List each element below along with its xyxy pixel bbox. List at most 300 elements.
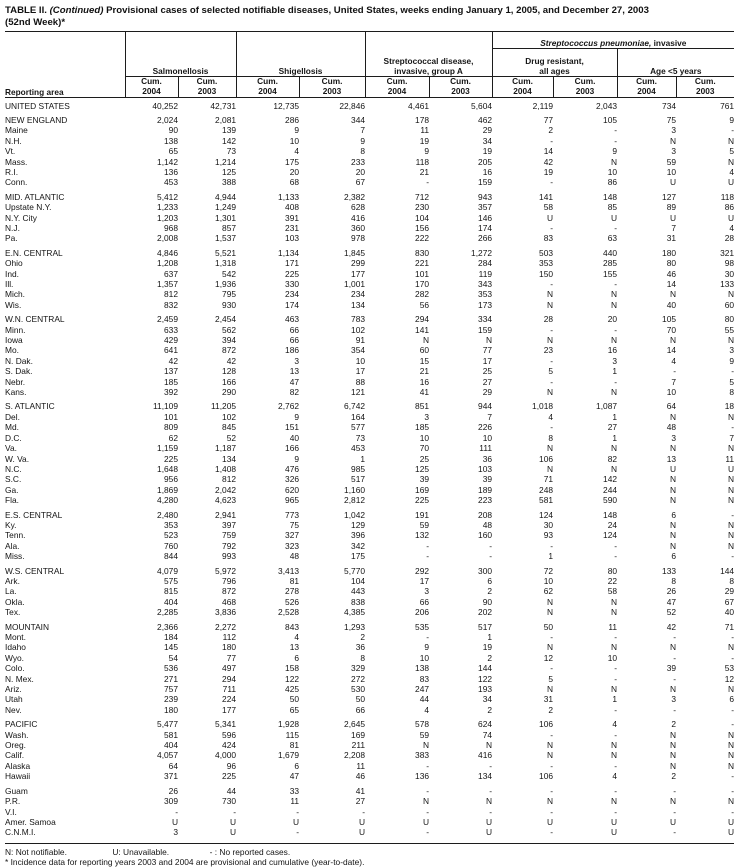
value-cell: 1,214 <box>215 156 237 167</box>
value-cell: 66 <box>419 596 430 607</box>
value-cell: 77 <box>226 652 237 663</box>
col-group-strep-a <box>365 32 492 77</box>
value-cell: 342 <box>351 540 366 551</box>
value-cell: 34 <box>482 135 493 146</box>
value-cell: 383 <box>415 750 430 761</box>
value-cell: 148 <box>603 509 618 520</box>
value-cell: N <box>669 519 677 530</box>
value-cell: N <box>669 474 677 485</box>
value-cell: 425 <box>285 684 300 695</box>
value-cell: N <box>546 289 554 300</box>
value-cell: N <box>669 729 677 740</box>
reporting-area-cell: Nev. <box>5 704 22 715</box>
value-cell: - <box>614 673 618 684</box>
value-cell: 22,846 <box>339 100 366 111</box>
value-cell: 3,413 <box>278 565 300 576</box>
value-cell: 39 <box>666 663 677 674</box>
value-cell: 29 <box>482 387 493 398</box>
table-row <box>5 464 734 474</box>
value-cell: 830 <box>415 247 430 258</box>
value-cell: 1,357 <box>157 279 178 289</box>
value-cell: 1,042 <box>344 509 366 520</box>
table-body <box>5 98 734 838</box>
value-cell: - <box>673 652 677 663</box>
value-cell: 121 <box>351 387 366 398</box>
reporting-area-cell: Del. <box>5 411 20 422</box>
value-cell: 70 <box>666 324 677 335</box>
value-cell: - <box>614 729 618 740</box>
value-cell: N <box>485 740 493 751</box>
value-cell: - <box>673 827 677 838</box>
value-cell: 14 <box>666 345 677 356</box>
reporting-area-cell: Amer. Samoa <box>5 816 56 827</box>
value-cell: 1,928 <box>278 719 300 730</box>
value-cell: N <box>546 299 554 310</box>
value-cell: N <box>546 596 554 607</box>
value-cell: 396 <box>351 530 366 541</box>
column-header-cum-2004-6: Cum. 2004 <box>492 77 553 98</box>
value-cell: 91 <box>355 335 366 346</box>
value-cell: N <box>728 289 735 300</box>
value-cell: 757 <box>164 684 178 695</box>
value-cell: 7 <box>487 411 493 422</box>
table-row <box>5 167 734 177</box>
value-cell: - <box>426 632 430 642</box>
table-row <box>5 510 734 520</box>
value-cell: 2,812 <box>344 495 366 506</box>
value-cell: 6 <box>294 760 300 771</box>
table-row <box>5 146 734 156</box>
table-row <box>5 269 734 279</box>
table-row <box>5 520 734 530</box>
value-cell: 174 <box>285 299 300 310</box>
value-cell: 82 <box>607 453 618 464</box>
value-cell: - <box>426 760 430 771</box>
value-cell: 67 <box>355 177 366 188</box>
value-cell: - <box>614 806 618 817</box>
value-cell: 3 <box>671 432 677 443</box>
table-row <box>5 740 734 750</box>
table-row <box>5 213 734 223</box>
table-row <box>5 233 734 243</box>
value-cell: 1 <box>612 432 618 443</box>
reporting-area-cell: Vt. <box>5 146 16 157</box>
value-cell: N <box>546 642 554 653</box>
value-cell: 9 <box>360 135 366 146</box>
footnotes <box>5 847 734 867</box>
value-cell: 159 <box>478 324 493 335</box>
value-cell: 106 <box>539 719 554 730</box>
value-cell: 160 <box>478 530 493 541</box>
reporting-area-cell: Conn. <box>5 177 28 188</box>
value-cell: - <box>614 540 618 551</box>
value-cell: 17 <box>355 366 366 377</box>
value-cell: 5,604 <box>471 100 493 111</box>
value-cell: 371 <box>164 771 178 782</box>
table-row <box>5 642 734 652</box>
table-row <box>5 443 734 453</box>
value-cell: N <box>728 495 735 506</box>
value-cell: 577 <box>351 422 366 433</box>
value-cell: 1,018 <box>532 401 554 412</box>
table-row <box>5 422 734 432</box>
table-row <box>5 314 734 324</box>
reporting-area-cell: V.I. <box>5 806 17 817</box>
value-cell: N <box>669 335 677 346</box>
value-cell: N <box>728 760 735 771</box>
table-row <box>5 157 734 167</box>
value-cell: - <box>614 760 618 771</box>
value-cell: 138 <box>164 135 178 146</box>
value-cell: 6 <box>729 694 735 705</box>
value-cell: 26 <box>666 586 677 597</box>
value-cell: - <box>489 540 493 551</box>
value-cell: 3 <box>612 355 618 366</box>
value-cell: - <box>731 806 735 817</box>
value-cell: 185 <box>164 376 178 387</box>
value-cell: 93 <box>543 530 554 541</box>
value-cell: 90 <box>168 125 178 136</box>
value-cell: 40 <box>724 607 735 618</box>
value-cell: - <box>296 827 300 838</box>
reporting-area-cell: MOUNTAIN <box>5 621 50 632</box>
value-cell: 12 <box>543 652 554 663</box>
value-cell: 759 <box>222 530 237 541</box>
col-group-drug-resistant-line2: all ages <box>539 65 570 76</box>
value-cell: 65 <box>289 704 300 715</box>
value-cell: 59 <box>419 729 430 740</box>
value-cell: 517 <box>478 621 493 632</box>
value-cell: 1,648 <box>157 463 178 474</box>
value-cell: 134 <box>478 771 493 782</box>
value-cell: 77 <box>482 345 493 356</box>
value-cell: 404 <box>164 740 178 751</box>
value-cell: 142 <box>222 135 237 146</box>
value-cell: - <box>550 135 554 146</box>
column-header-cum-2003-5: Cum. 2003 <box>429 77 492 98</box>
value-cell: - <box>673 785 677 796</box>
table-row <box>5 750 734 760</box>
value-cell: U <box>669 816 677 827</box>
value-cell: 12,735 <box>273 100 300 111</box>
value-cell: 299 <box>351 258 366 269</box>
value-cell: 294 <box>415 314 430 325</box>
value-cell: N <box>610 796 618 807</box>
col-group-drug-resistant <box>492 49 617 77</box>
value-cell: N <box>610 289 618 300</box>
value-cell: 5,341 <box>215 719 237 730</box>
value-cell: - <box>673 366 677 377</box>
value-cell: 124 <box>603 530 618 541</box>
value-cell: 1 <box>612 694 618 705</box>
value-cell: 101 <box>415 268 430 279</box>
reporting-area-cell: Hawaii <box>5 771 31 782</box>
value-cell: 22 <box>607 575 618 586</box>
value-cell: - <box>731 771 735 782</box>
value-cell: N <box>610 642 618 653</box>
value-cell: 41 <box>419 387 430 398</box>
value-cell: 9 <box>424 146 430 157</box>
table-row <box>5 653 734 663</box>
value-cell: 397 <box>222 519 237 530</box>
value-cell: 453 <box>351 443 366 454</box>
table-row <box>5 192 734 202</box>
value-cell: 10 <box>419 432 430 443</box>
value-cell: 21 <box>419 366 430 377</box>
value-cell: 3,836 <box>215 607 237 618</box>
value-cell: - <box>550 663 554 674</box>
value-cell: - <box>426 806 430 817</box>
value-cell: N <box>610 443 618 454</box>
value-cell: 2,459 <box>157 314 178 325</box>
value-cell: 773 <box>285 509 300 520</box>
table-row <box>5 289 734 299</box>
value-cell: 141 <box>539 191 554 202</box>
value-cell: 75 <box>289 519 300 530</box>
value-cell: N <box>422 796 430 807</box>
reporting-area-cell: N. Mex. <box>5 673 34 684</box>
table-row <box>5 576 734 586</box>
value-cell: 31 <box>666 233 677 244</box>
column-header-cum-2004-8: Cum. 2004 <box>617 77 676 98</box>
value-cell: 42 <box>666 621 677 632</box>
value-cell: 1,679 <box>278 750 300 761</box>
value-cell: 3 <box>729 345 735 356</box>
value-cell: 535 <box>415 621 430 632</box>
value-cell: 637 <box>164 268 178 279</box>
value-cell: 5,972 <box>215 565 237 576</box>
value-cell: - <box>731 719 735 730</box>
reporting-area-cell: Miss. <box>5 551 25 562</box>
value-cell: - <box>731 551 735 562</box>
value-cell: N <box>610 596 618 607</box>
value-cell: 5 <box>548 673 554 684</box>
table-row <box>5 663 734 673</box>
value-cell: - <box>614 632 618 642</box>
value-cell: 11,109 <box>153 401 178 412</box>
value-cell: 1,318 <box>215 258 237 269</box>
value-cell: 136 <box>164 166 178 177</box>
value-cell: 290 <box>222 387 237 398</box>
value-cell: 127 <box>662 191 677 202</box>
value-cell: - <box>673 673 677 684</box>
value-cell: 4,280 <box>157 495 178 506</box>
value-cell: 28 <box>724 233 735 244</box>
table-row <box>5 474 734 484</box>
value-cell: 239 <box>164 694 178 705</box>
value-cell: U <box>546 816 554 827</box>
value-cell: 50 <box>355 694 366 705</box>
table-row <box>5 366 734 376</box>
reporting-area-cell: Kans. <box>5 387 27 398</box>
reporting-area-cell: P.R. <box>5 796 21 807</box>
reporting-area-cell: N.H. <box>5 135 22 146</box>
value-cell: 285 <box>603 258 618 269</box>
value-cell: 66 <box>289 335 300 346</box>
value-cell: 985 <box>351 463 366 474</box>
table-row <box>5 530 734 540</box>
value-cell: - <box>731 366 735 377</box>
value-cell: 233 <box>351 156 366 167</box>
value-cell: 15 <box>419 355 430 366</box>
value-cell: - <box>614 551 618 562</box>
value-cell: 6 <box>487 575 493 586</box>
value-cell: - <box>426 540 430 551</box>
value-cell: 52 <box>226 432 237 443</box>
value-cell: N <box>610 335 618 346</box>
value-cell: 2 <box>360 632 366 642</box>
value-cell: 2,382 <box>344 191 366 202</box>
reporting-area-cell: Okla. <box>5 596 25 607</box>
value-cell: 224 <box>222 694 237 705</box>
value-cell: 812 <box>164 289 178 300</box>
value-cell: 286 <box>285 114 300 125</box>
value-cell: - <box>550 279 554 289</box>
value-cell: U <box>728 816 735 827</box>
value-cell: 46 <box>355 771 366 782</box>
reporting-area-cell: Tex. <box>5 607 21 618</box>
value-cell: 166 <box>222 376 237 387</box>
value-cell: N <box>610 387 618 398</box>
value-cell: 64 <box>168 760 178 771</box>
value-cell: - <box>614 376 618 387</box>
value-cell: U <box>610 816 618 827</box>
value-cell: 71 <box>543 474 554 485</box>
reporting-area-cell: N.Y. City <box>5 212 37 223</box>
value-cell: N <box>610 740 618 751</box>
value-cell: 783 <box>351 314 366 325</box>
value-cell: 48 <box>289 551 300 562</box>
value-cell: 978 <box>351 233 366 244</box>
reporting-area-cell: Oreg. <box>5 740 26 751</box>
value-cell: 8 <box>360 146 366 157</box>
value-cell: 536 <box>164 663 178 674</box>
value-cell: - <box>426 177 430 188</box>
value-cell: 429 <box>164 335 178 346</box>
value-cell: 11 <box>420 125 430 136</box>
value-cell: U <box>610 827 618 838</box>
value-cell: - <box>550 376 554 387</box>
value-cell: - <box>673 632 677 642</box>
value-cell: 730 <box>222 796 237 807</box>
value-cell: 796 <box>222 575 237 586</box>
value-cell: 3 <box>424 586 430 597</box>
value-cell: 1 <box>360 453 366 464</box>
value-cell: 2,119 <box>532 100 554 111</box>
value-cell: 60 <box>419 345 430 356</box>
value-cell: U <box>485 816 493 827</box>
value-cell: N <box>546 387 554 398</box>
value-cell: 52 <box>666 607 677 618</box>
value-cell: 394 <box>222 335 237 346</box>
value-cell: N <box>728 335 735 346</box>
value-cell: 155 <box>603 268 618 279</box>
reporting-area-cell: La. <box>5 586 17 597</box>
value-cell: U <box>485 827 493 838</box>
value-cell: U <box>358 827 366 838</box>
value-cell: 1,203 <box>157 212 178 223</box>
value-cell: 4 <box>294 632 300 642</box>
value-cell: 205 <box>478 156 493 167</box>
value-cell: 11,205 <box>211 401 237 412</box>
value-cell: 62 <box>543 586 554 597</box>
value-cell: 12 <box>724 673 735 684</box>
value-cell: 105 <box>603 114 618 125</box>
value-cell: 334 <box>478 314 493 325</box>
value-cell: 129 <box>351 519 366 530</box>
value-cell: 60 <box>724 299 735 310</box>
value-cell: 5 <box>729 376 735 387</box>
value-cell: 596 <box>222 729 237 740</box>
value-cell: 517 <box>351 474 366 485</box>
reporting-area-cell: Mass. <box>5 156 28 167</box>
value-cell: 83 <box>419 673 430 684</box>
value-cell: 968 <box>164 222 178 233</box>
value-cell: 343 <box>478 279 493 289</box>
value-cell: 2,528 <box>278 607 300 618</box>
value-cell: 2 <box>548 125 554 136</box>
value-cell: N <box>546 463 554 474</box>
value-cell: - <box>550 632 554 642</box>
column-header-cum-2003-3: Cum. 2003 <box>299 77 365 98</box>
value-cell: 58 <box>543 202 554 213</box>
value-cell: 1,301 <box>215 212 237 223</box>
col-group-shigellosis-label: Shigellosis <box>278 65 323 76</box>
value-cell: 134 <box>222 453 237 464</box>
table-row <box>5 771 734 781</box>
value-cell: 1,134 <box>278 247 300 258</box>
reporting-area-cell: Tenn. <box>5 530 26 541</box>
reporting-area-cell: Wyo. <box>5 652 25 663</box>
value-cell: 2,285 <box>157 607 178 618</box>
value-cell: 136 <box>415 771 430 782</box>
value-cell: N <box>669 495 677 506</box>
value-cell: 344 <box>351 114 366 125</box>
value-cell: 329 <box>351 663 366 674</box>
value-cell: 82 <box>289 387 300 398</box>
value-cell: 29 <box>724 586 735 597</box>
value-cell: 58 <box>607 586 618 597</box>
value-cell: 144 <box>478 663 493 674</box>
value-cell: N <box>546 443 554 454</box>
value-cell: 838 <box>351 596 366 607</box>
value-cell: 843 <box>285 621 300 632</box>
col-group-s-pneumoniae <box>492 32 734 49</box>
value-cell: 146 <box>478 212 493 223</box>
value-cell: 9 <box>729 355 735 366</box>
value-cell: U <box>171 816 178 827</box>
col-group-age-under5-label: Age <5 years <box>650 65 702 76</box>
reporting-area-cell: Ark. <box>5 575 20 586</box>
reporting-area-cell: N.C. <box>5 463 22 474</box>
reporting-area-cell: E.N. CENTRAL <box>5 247 63 258</box>
value-cell: 8 <box>729 387 735 398</box>
value-cell: 141 <box>415 324 430 335</box>
value-cell: 16 <box>482 166 493 177</box>
value-cell: 115 <box>285 729 300 740</box>
value-cell: 112 <box>222 632 237 642</box>
value-cell: 4 <box>671 355 677 366</box>
reporting-area-cell: Alaska <box>5 760 31 771</box>
value-cell: U <box>292 816 300 827</box>
value-cell: 4 <box>548 411 554 422</box>
table-row <box>5 136 734 146</box>
value-cell: - <box>614 222 618 233</box>
value-cell: 151 <box>285 422 300 433</box>
value-cell: 225 <box>285 268 300 279</box>
value-cell: 4,057 <box>157 750 178 761</box>
value-cell: - <box>362 806 366 817</box>
